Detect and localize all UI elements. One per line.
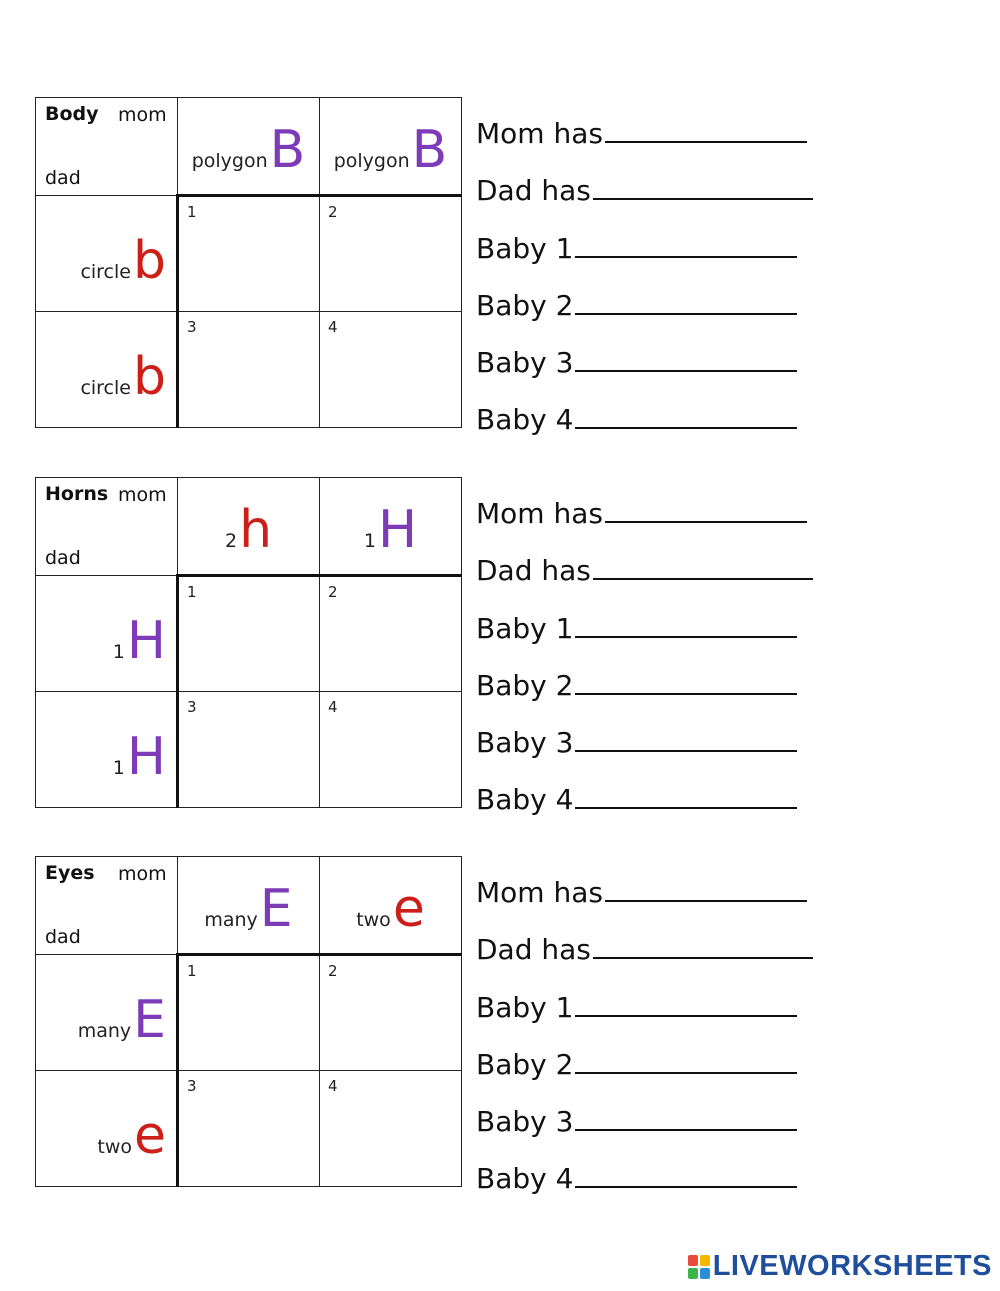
offspring-cell-2[interactable] <box>320 954 462 1071</box>
answer-list <box>476 497 816 841</box>
mom-label: mom <box>118 104 167 126</box>
dad-allele-1-header <box>36 954 178 1071</box>
dad-allele-2-header <box>36 1071 178 1187</box>
answer-blank[interactable] <box>575 1015 797 1017</box>
answer-label: Baby 4 <box>476 783 574 817</box>
offspring-cell-3[interactable] <box>178 312 320 428</box>
allele-label: many <box>77 1020 132 1043</box>
answer-blank[interactable] <box>575 1186 797 1188</box>
punnett-section-body <box>0 97 1000 437</box>
answer-blank[interactable] <box>605 521 807 523</box>
answer-baby-4 <box>476 783 816 840</box>
answer-baby-2 <box>476 289 816 346</box>
cell-number: 2 <box>328 961 338 980</box>
offspring-cell-1[interactable] <box>178 195 320 312</box>
answer-blank[interactable] <box>575 636 797 638</box>
answer-blank[interactable] <box>605 141 807 143</box>
answer-blank[interactable] <box>593 198 813 200</box>
answer-label: Dad has <box>476 174 591 208</box>
allele-letter: E <box>259 878 293 939</box>
liveworksheets-logo-icon <box>688 1255 710 1279</box>
allele-letter: H <box>126 611 166 672</box>
logo-tile <box>688 1268 698 1279</box>
answer-label: Dad has <box>476 554 591 588</box>
answer-blank[interactable] <box>593 578 813 580</box>
trait-label: Horns <box>45 483 109 505</box>
answer-mom-has <box>476 117 816 174</box>
answer-list <box>476 117 816 461</box>
answer-list <box>476 876 816 1220</box>
trait-label: Body <box>45 103 99 125</box>
answer-baby-4 <box>476 1162 816 1219</box>
answer-blank[interactable] <box>575 427 797 429</box>
answer-blank[interactable] <box>575 693 797 695</box>
offspring-cell-2[interactable] <box>320 575 462 692</box>
allele-label: 2 <box>224 529 238 552</box>
answer-baby-2 <box>476 669 816 726</box>
corner-cell <box>36 857 178 955</box>
answer-baby-3 <box>476 1105 816 1162</box>
answer-baby-3 <box>476 726 816 783</box>
answer-baby-1 <box>476 232 816 289</box>
answer-label: Baby 2 <box>476 1047 574 1081</box>
answer-label: Dad has <box>476 933 591 967</box>
mom-allele-1-header <box>178 98 320 196</box>
cell-number: 1 <box>187 582 197 601</box>
allele-label: 1 <box>363 529 376 552</box>
corner-cell <box>36 478 178 576</box>
answer-baby-2 <box>476 1048 816 1105</box>
dad-label: dad <box>45 167 81 189</box>
answer-blank[interactable] <box>575 1129 797 1131</box>
punnett-square <box>35 477 462 808</box>
answer-baby-1 <box>476 991 816 1048</box>
answer-label: Baby 1 <box>476 611 574 645</box>
answer-label: Baby 1 <box>476 990 574 1024</box>
dad-allele-2-header <box>36 312 178 428</box>
allele-letter: h <box>239 499 273 560</box>
answer-blank[interactable] <box>575 750 797 752</box>
mom-allele-1-header <box>178 857 320 955</box>
answer-dad-has <box>476 174 816 231</box>
allele-letter: b <box>132 231 166 292</box>
answer-label: Baby 3 <box>476 726 574 760</box>
offspring-cell-3[interactable] <box>178 692 320 808</box>
answer-label: Baby 4 <box>476 403 574 437</box>
mom-label: mom <box>118 484 167 506</box>
answer-label: Baby 3 <box>476 1105 574 1139</box>
allele-label: two <box>356 908 391 931</box>
cell-number: 1 <box>187 961 197 980</box>
dad-label: dad <box>45 547 81 569</box>
allele-letter: b <box>132 347 166 407</box>
dad-allele-2-header <box>36 692 178 808</box>
mom-allele-2-header <box>320 478 462 576</box>
cell-number: 4 <box>328 318 338 337</box>
mom-allele-2-header <box>320 98 462 196</box>
answer-label: Mom has <box>476 497 603 530</box>
dad-allele-1-header <box>36 575 178 692</box>
trait-label: Eyes <box>45 862 95 884</box>
mom-allele-2-header <box>320 857 462 955</box>
answer-blank[interactable] <box>575 370 797 372</box>
allele-label: circle <box>80 261 131 284</box>
logo-tile <box>688 1255 698 1266</box>
answer-baby-4 <box>476 403 816 460</box>
mom-label: mom <box>118 863 167 885</box>
answer-dad-has <box>476 554 816 611</box>
logo-tile <box>700 1268 710 1279</box>
answer-baby-3 <box>476 346 816 403</box>
answer-blank[interactable] <box>575 313 797 315</box>
cell-number: 2 <box>328 202 338 221</box>
answer-baby-1 <box>476 612 816 669</box>
allele-label: many <box>204 908 258 931</box>
offspring-cell-4[interactable] <box>320 692 462 808</box>
corner-cell <box>36 98 178 196</box>
punnett-square <box>35 856 462 1187</box>
allele-letter: B <box>269 119 306 180</box>
cell-number: 3 <box>187 698 197 717</box>
allele-letter: e <box>134 1106 166 1166</box>
allele-label: polygon <box>191 149 268 172</box>
offspring-cell-1[interactable] <box>178 575 320 692</box>
allele-letter: e <box>392 878 425 939</box>
cell-number: 3 <box>187 318 197 337</box>
allele-label: 1 <box>112 641 125 664</box>
punnett-section-eyes <box>0 856 1000 1196</box>
answer-blank[interactable] <box>605 900 807 902</box>
cell-number: 2 <box>328 582 338 601</box>
cell-number: 3 <box>187 1077 197 1096</box>
liveworksheets-logo <box>688 1250 992 1283</box>
allele-letter: B <box>411 119 448 180</box>
answer-blank[interactable] <box>593 957 813 959</box>
answer-label: Baby 2 <box>476 288 574 322</box>
cell-number: 1 <box>187 202 197 221</box>
offspring-cell-3[interactable] <box>178 1071 320 1187</box>
allele-label: two <box>97 1136 132 1158</box>
dad-allele-1-header <box>36 195 178 312</box>
answer-blank[interactable] <box>575 807 797 809</box>
answer-label: Mom has <box>476 117 603 150</box>
punnett-section-horns <box>0 477 1000 817</box>
logo-text: LIVEWORKSHEETS <box>712 1250 992 1282</box>
answer-label: Baby 2 <box>476 668 574 702</box>
mom-allele-1-header <box>178 478 320 576</box>
answer-label: Baby 4 <box>476 1162 574 1196</box>
answer-mom-has <box>476 876 816 933</box>
answer-mom-has <box>476 497 816 554</box>
allele-letter: H <box>126 727 166 787</box>
allele-letter: H <box>377 499 418 560</box>
answer-blank[interactable] <box>575 256 797 258</box>
answer-label: Baby 1 <box>476 231 574 265</box>
answer-label: Baby 3 <box>476 346 574 380</box>
answer-dad-has <box>476 933 816 990</box>
punnett-square <box>35 97 462 428</box>
offspring-cell-1[interactable] <box>178 954 320 1071</box>
offspring-cell-4[interactable] <box>320 1071 462 1187</box>
dad-label: dad <box>45 926 81 948</box>
offspring-cell-4[interactable] <box>320 312 462 428</box>
allele-label: polygon <box>333 149 410 172</box>
allele-label: circle <box>80 377 131 399</box>
cell-number: 4 <box>328 698 338 717</box>
answer-blank[interactable] <box>575 1072 797 1074</box>
offspring-cell-2[interactable] <box>320 195 462 312</box>
cell-number: 4 <box>328 1077 338 1096</box>
allele-label: 1 <box>112 757 125 779</box>
answer-label: Mom has <box>476 876 603 909</box>
allele-letter: E <box>133 990 166 1051</box>
logo-tile <box>700 1255 710 1266</box>
